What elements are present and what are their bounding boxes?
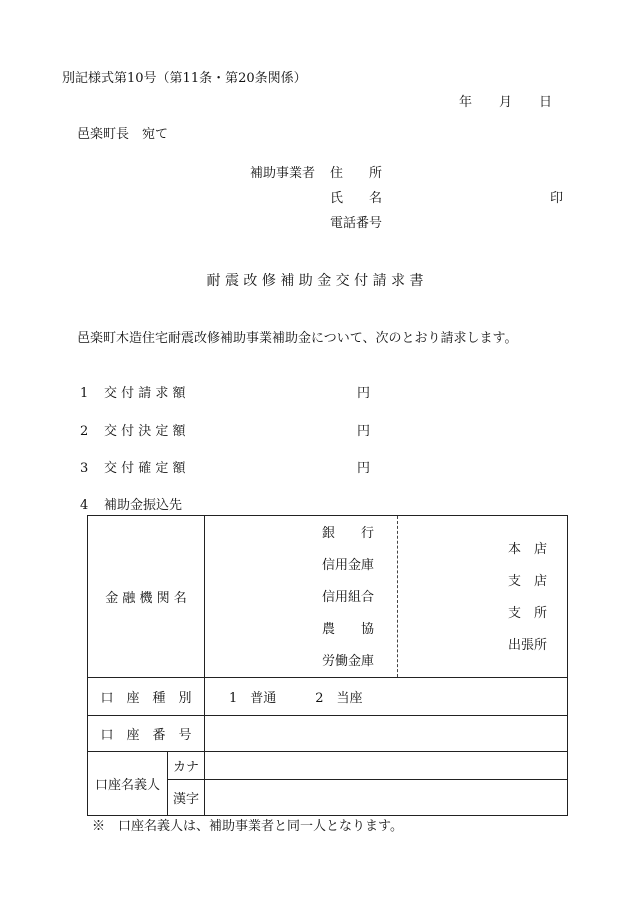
item-number: 4 <box>80 498 89 513</box>
account-type-options: 1 普通 2 当座 <box>229 691 363 706</box>
kanji-label-cell <box>168 780 205 816</box>
yen-unit: 円 <box>357 461 371 476</box>
account-type-field[interactable] <box>205 678 568 716</box>
kanji-label: 漢字 <box>172 792 199 807</box>
document-title: 耐 震 改 修 補 助 金 交 付 請 求 書 <box>206 273 424 289</box>
account-number-label-cell <box>88 716 205 752</box>
holder-label: 口座名義人 <box>94 778 160 793</box>
institution-type-kumiai: 信用組合 <box>322 590 375 605</box>
applicant-role: 補助事業者 <box>250 166 316 181</box>
holder-kana-field[interactable] <box>205 752 568 780</box>
name-label: 氏 名 <box>330 191 383 206</box>
holder-label-cell <box>88 752 168 816</box>
item-number: 3 <box>80 461 89 476</box>
intro-text: 邑楽町木造住宅耐震改修補助事業補助金について、次のとおり請求します。 <box>77 331 518 346</box>
branch-type-office: 出張所 <box>508 638 548 653</box>
day-label: 日 <box>539 95 553 110</box>
month-label: 月 <box>499 95 513 110</box>
account-number-field[interactable] <box>205 716 568 752</box>
institution-type-list <box>205 516 398 677</box>
branch-type-head: 本 店 <box>508 542 548 557</box>
branch-type-list <box>397 516 567 677</box>
branch-type-sub: 支 所 <box>508 606 548 621</box>
transfer-label: 補助金振込先 <box>104 498 183 513</box>
yen-unit: 円 <box>357 424 371 439</box>
item-number: 1 <box>80 386 89 401</box>
item-label: 交 付 確 定 額 <box>104 461 186 476</box>
branch-type-branch: 支 店 <box>508 574 548 589</box>
seal-mark: 印 <box>550 191 564 206</box>
footnote: ※ 口座名義人は、補助事業者と同一人となります。 <box>92 819 403 834</box>
form-number: 別記様式第10号（第11条・第20条関係） <box>62 71 307 86</box>
institution-type-rokin: 労働金庫 <box>322 654 375 669</box>
bank-transfer-table <box>87 515 568 816</box>
account-type-label-cell <box>88 678 205 716</box>
item-label: 交 付 決 定 額 <box>104 424 186 439</box>
kana-label-cell <box>168 752 205 780</box>
item-label: 交 付 請 求 額 <box>104 386 186 401</box>
kana-label: カナ <box>172 760 199 775</box>
institution-label: 金 融 機 関 名 <box>105 591 187 606</box>
account-number-label: 口 座 番 号 <box>100 728 192 743</box>
institution-type-shinkin: 信用金庫 <box>322 558 375 573</box>
addressee: 邑楽町長 宛て <box>77 127 169 142</box>
year-label: 年 <box>459 95 473 110</box>
institution-field[interactable] <box>205 516 568 678</box>
institution-label-cell <box>88 516 205 678</box>
phone-label: 電話番号 <box>330 216 383 231</box>
holder-kanji-field[interactable] <box>205 780 568 816</box>
address-label: 住 所 <box>330 166 383 181</box>
institution-type-nokyo: 農 協 <box>322 622 375 637</box>
institution-type-bank: 銀 行 <box>322 526 375 541</box>
yen-unit: 円 <box>357 386 371 401</box>
account-type-label: 口 座 種 別 <box>100 691 192 706</box>
item-number: 2 <box>80 424 89 439</box>
